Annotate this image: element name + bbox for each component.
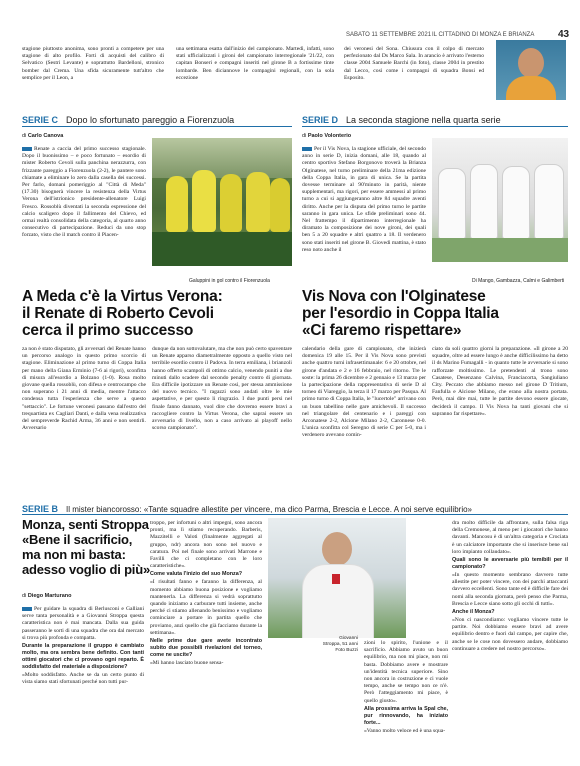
serie-d-kicker: La seconda stagione nella quarta serie — [346, 115, 501, 125]
header-date: SABATO 11 SETTEMBRE 2021 — [346, 32, 432, 38]
serie-c-kicker: Dopo lo sfortunato pareggio a Fiorenzuola — [66, 115, 235, 125]
serie-b-col3: zioni lo spirito, l'unione e il sacrificio. Abbiamo avuto un buon equilibrio, ma non mi piace, non mi basta. Dobbiamo avere e mostrare un'identità tecnica superiore. Sino non ancora in costruzione e ci vuole tempo, anche se tempo non ce n'è. Però l'atteggiamento mi piace, è quello giusto». Alla prossima arriva la Spal che, pur rinnovando, ha iniziato forte... «Vanno molto veloce ed è una squa- — [364, 640, 448, 734]
lead-marker-icon — [22, 147, 32, 151]
top-continuation-col3: dei veronesi del Sona. Chiusura con il colpo di mercato perfezionato dal Ds Marco Sala. In arancio è arrivato l'esterno classe 2004 Samuele Barchi (in foto), classe 2004 in prestito dal Lecco, così come i compagni di squadra Bonsi ed Esposito. — [344, 46, 484, 81]
serie-d-rule — [302, 126, 568, 127]
serie-b-answer-4: «Vanno molto veloce ed è una squa- — [364, 727, 446, 734]
serie-b-answer-6: «Non ci nascondiamo: vogliamo vincere tutte le partite. Noi dobbiamo essere bravi ad avere equilibrio dentro e fuori dal campo, per capire che, anche se le cose non dovessero andare, dobbiamo continuare a credere nel nostro percorso». — [452, 617, 568, 652]
serie-c-byline: di Carlo Canova — [22, 133, 64, 139]
serie-c-photo — [152, 138, 292, 266]
serie-c-label: SERIE C — [22, 115, 59, 125]
serie-b-headline: Monza, senti Stroppa «Bene il sacrificio, ma non mi basta: adesso voglio di più» — [22, 517, 150, 577]
serie-d-byline: di Paolo Volonterio — [302, 133, 352, 139]
serie-b-answer-3: «Mi hanno lasciato buone sensa- — [150, 660, 224, 667]
player-photo-barchi — [496, 40, 566, 100]
serie-d-headline: Vis Nova con l'Olginatese per l'esordio in Coppa Italia «Ci faremo rispettare» — [302, 288, 499, 339]
serie-b-photo-caption: Giovanni Stroppa, 51 anni Foto Buzzi — [318, 636, 358, 654]
serie-b-question-3: Nelle prime due gare avete incontrato subito due possibili rivelazioni del torneo, come ne uscite? — [150, 638, 262, 659]
serie-b-section-header — [22, 499, 568, 513]
page-number: 43 — [558, 29, 570, 40]
serie-b-col4: dra molto difficile da affrontare, sulla falsa riga della Cremonese, al meno per i giocatori che hanno davanti. Mancosu è di un'altra categoria e Crociata è un calciatore importante che si inserisce bene sul loro impianto collaudato». Quali sono le avversarie più temibili per il campionato? «In questo momento sembrano davvero tutte allestite per poter vincere, con dei parchi attaccanti davvero eccellenti. Sono tante ed è difficile fare dei nomi alla seconda giornata, però penso che Parma, Brescia e Lecce siano sotto gli occhi di tutti». Anche il Monza? «Non ci nascondiamo: vogliamo vincere tutte le partite. Noi dobbiamo essere bravi ad avere equilibrio dentro e fuori dal campo, per capire che, anche se le cose non dovessero andare, dobbiamo continuare a credere nel nostro percorso». — [452, 520, 568, 652]
serie-b-label: SERIE B — [22, 504, 59, 513]
serie-b-author: Diego Marturano — [27, 593, 72, 599]
serie-b-byline: di Diego Marturano — [22, 593, 72, 599]
serie-b-col1: Per guidare la squadra di Berlusconi e Galliani serve tanta personalità e a Giovanni Stroppa questa caratteristica non è mai mancata. Dalla sua guida passeranno le sorti di una squadra che ora dal mercato si trova più profonda e compatta. Durante la preparazione il gruppo è cambiato molto, ma ora sembra bene definito. Con tanti ottimi giocatori che ci provano ogni reparto. È soddisfatto del materiale a disposizione? «Molto soddisfatto. Anche se da un certo punto di vista siamo stati sfortunati perché non tutti pur- — [22, 606, 144, 686]
serie-d-author: Paolo Volonterio — [307, 133, 352, 139]
serie-d-col-a: calendario della gare di campionato, che inizierà domenica 19 alle 15. Per il Vis Nova sono previsti anche quattro turni infrasettimanale: 6 e 20 ottobre, nel girone d'andata e 2 e 16 febbraio, nel ritorno. Tre le soste: la prima 26 dicembre e 2 gennaio e 13 marzo per la partecipazione della rappresentativa di serie D al torneo di Viareggio, la terza il 17 marzo per Pasqua. Al primo turno di Coppa Italia, le "lucertole" arrivano con un buon tabellino nelle gare amichevoli. Il successo nel triangolare del centenario e i pareggi con Arconatese 2-2, Alcione Milano 2-2, Caronnese 0-0. L'unica sconfitta col Seregno di serie C per 5-0, ma i verdenero avevano comin- — [302, 346, 426, 439]
serie-b-answer-1: «Molto soddisfatto. Anche se da un certo punto di vista siamo stati sfortunati perché non tutti pur- — [22, 672, 144, 686]
serie-d-label: SERIE D — [302, 115, 339, 125]
serie-b-photo-credit: Foto Buzzi — [335, 648, 358, 653]
serie-d-photo — [432, 138, 568, 262]
serie-c-headline: A Meda c'è la Virtus Verona: il Renate di Roberto Cevoli cerca il primo successo — [22, 288, 223, 339]
serie-c-lead: Renate a caccia del primo successo stagionale. Dopo il buonissimo – e poco fortunato – esordio di mister Roberto Cevoli sulla panchina nerazzurra, con frizzante pareggio a Fiorenzuola (2-2), le pantere sono chiamate a eliminare lo zero dalla casella dei successi. Per farlo, domani pomeriggio al "Città di Meda" (17.30) bisognerà vincere la resistenza della Virtus Verona dell'istrionico presidente-allenatore Luigi Fresco. Rossoblù diventati la seconda espressione del calcio scaligero dopo il fallimento del Chievo, ed ormai realtà consolidata della categoria, al quarto anno consecutivo di partecipazione. Reduci da uno stop forzato, visto che il match contro il Piacen- — [22, 146, 146, 239]
serie-b-answer-5: «In questo momento sembrano davvero tutte allestite per poter vincere, con dei parchi attaccanti davvero eccellenti. Sono tante ed è difficile fare dei nomi alla seconda giornata, però penso che Parma, Brescia e Lecce siano sotto gli occhi di tutti». — [452, 572, 568, 607]
serie-d-col-b: ciato da soli quattro giorni la preparazione. «Il girone a 20 squadre, oltre ad essere lungo è anche difficilissimo ha detto il ds Marino Fumagalli - in quanto tutte le avversarie si sono rafforzate moltissimo. Le pretendenti al trono sono Casatese, Desenzano Calvina, Franciacorta, Sangiuliano City. Peccato che abbiamo messo nel girone D Tritium, Fanfulla e Alcione Milano, che erano alla nostra portata. Però, mai dire mai, tutte le partite devono essere giocate, deciderà il campo. Il Vis Nova ha tanti giovani che si sapranno far rispettare». — [432, 346, 568, 417]
serie-d-photo-caption: Di Mango, Gambazza, Calmi e Galimberti — [472, 278, 565, 284]
serie-b-question-2: Come valuta l'inizio del suo Monza? — [150, 571, 243, 578]
lead-marker-icon — [302, 147, 312, 151]
serie-b-rule — [22, 514, 568, 515]
serie-b-photo-stroppa — [268, 518, 406, 638]
top-continuation-col2: una settimana esatta dall'inizio del campionato. Martedì, infatti, sono stati ufficializzati i gironi del campionato interregionale '21/22, con capitan Bonseri e compagni inseriti nel girone B a fortissime tinte lombarde. Ben diciannove le compagini regionali, con la sola eccezione — [176, 46, 334, 81]
top-continuation-col1: stagione piuttosto anonima, sono pronti a competere per una stagione di alto profilo. Forti di acquisti del calibro di Selvatico (Sestri Levante) e soprattutto Bardelloni, stronico bomber dal Crema. Una sfida sicuramente tutt'altro che semplice per il Leon, a — [22, 46, 164, 81]
serie-c-col-a: za non è stato disputato, gli avversari del Renate hanno un percorso analogo in questo primo scorcio di stagione. Eliminazione al primo turno di Coppa Italia per mano della Giana Erminio (7-6 ai rigori), sconfitta di misura all'esordio a Bolzano (1-0). Rosa molto giovane quella rossoblù, con difesa e centrocampo che non superano i 21 anni di media, mentre l'attacco condensa tutta l'esperienza che serve a questo "settaccio". Le fortune veronesi passano dall'estro del trequartista ex Cagliari Danti, e dalla vena realizzativa del sempreverde Rachid Arma, 36 anni e non sentirli. Avversario — [22, 346, 146, 432]
serie-d-section-header — [302, 110, 568, 126]
serie-c-col-b: dunque da non sottovalutare, ma che non può certo spaventare un Renate apparso diametralmente opposto a quello visto nel terribile esordio contro il Padova. In terra emiliana, i brianzoli hanno offerto scampoli di ottimo calcio, venendo puniti a due minuti dallo scadere dal secondo penalty contro di giornata. Era difficile ipotizzare un Renate così, per stessa ammissione del nuovo tecnico. "I ragazzi sono andati oltre le mie aspettative, e per questo li ringrazio. I due punti persi nel finale fanno dannato, vuol dire che dovremo essere bravi a raccogliere contro la Virtus Verona, che saprai essere un avversario di livello, non a caso arrivato ai playoff nello scorso campionato". — [152, 346, 292, 432]
serie-b-kicker: Il mister biancorosso: «Tante squadre allestite per vincere, ma dico Parma, Brescia e Lecce. A noi serve equilibrio» — [66, 505, 472, 513]
serie-b-answer-2: «I risultati fanno e faranno la differenza, al momento abbiamo buona posizione e vogliamo mantenerla. La differenza si vedrà soprattutto quando iniziamo a carburare tutti insieme, anche perché ci stiamo allenando benissimo e vogliamo cominciare a portare in partita quello che proviamo, anzi quello che già facciamo durante la settimana». — [150, 579, 262, 636]
serie-b-question-4: Alla prossima arriva la Spal che, pur rinnovando, ha iniziato forte... — [364, 705, 448, 726]
serie-c-rule — [22, 126, 292, 127]
header-paper-name: IL CITTADINO DI MONZA E BRIANZA — [432, 32, 535, 38]
serie-c-author: Carlo Canova — [27, 133, 64, 139]
serie-c-photo-caption: Galuppini in gol contro il Fiorenzuola — [189, 278, 270, 284]
serie-b-question-1: Durante la preparazione il gruppo è cambiato molto, ma ora sembra bene definito. Con tanti ottimi giocatori che ci provano ogni reparto. È soddisfatto del materiale a disposizione? — [22, 643, 144, 671]
serie-c-section-header — [22, 110, 292, 126]
serie-b-col2: troppo, per infortuni o altri impegni, sono ancora pronti, ma lì stiamo recuperando. Barberis, Mazzitelli e Valoti (finalmente aggregati al gruppo, ndr) ancora non sono nel nuovo e caratura. Poi nel finale sono arrivati Marrone e Favilli che ci completano con le loro caratteristiche». Come valuta l'inizio del suo Monza? «I risultati fanno e faranno la differenza, al momento abbiamo buona posizione e vogliamo mantenerla. La differenza si vedrà soprattutto quando iniziamo a carburare tutti insieme, anche perché ci stiamo allenando benissimo e vogliamo cominciare a portare in partita quello che proviamo, anzi quello che già facciamo durante la settimana». Nelle prime due gare avete incontrato subito due possibili rivelazioni del torneo, come ne uscite? «Mi hanno lasciato buone sensa- — [150, 520, 262, 667]
serie-d-lead: Per il Vis Nova, la stagione ufficiale, del secondo anno in serie D, inizia domani, alle 18, quando al centro sportivo Stefano Borgonovo troverà la Brianza Olginatese, nel turno preliminare della 21ma edizione della Coppa Italia, in gara di unica. Se la partita dovesse terminare al 90'minuto in parità, niente supplementari, ma rigori, per essere ammessi al primo turno a cui si aggiungeranno altre 84 squadre aventi diritto. Anche per la disputa del primo turno le partite saranno in gara unica. Le sfide preliminari sono 44. Nel frattempo il dipartimento interregionale ha diramato la composizione dei nove gironi, dei quali ben 5 a 20 squadre e altri quattro a 18. Il verdenero sono stati inseriti nel girone B. Giovedì mattina, è stato reso noto anche il — [302, 146, 426, 253]
serie-b-question-6: Anche il Monza? — [452, 609, 495, 616]
lead-marker-icon — [22, 607, 32, 611]
serie-b-question-5: Quali sono le avversarie più temibili per il campionato? — [452, 557, 568, 571]
